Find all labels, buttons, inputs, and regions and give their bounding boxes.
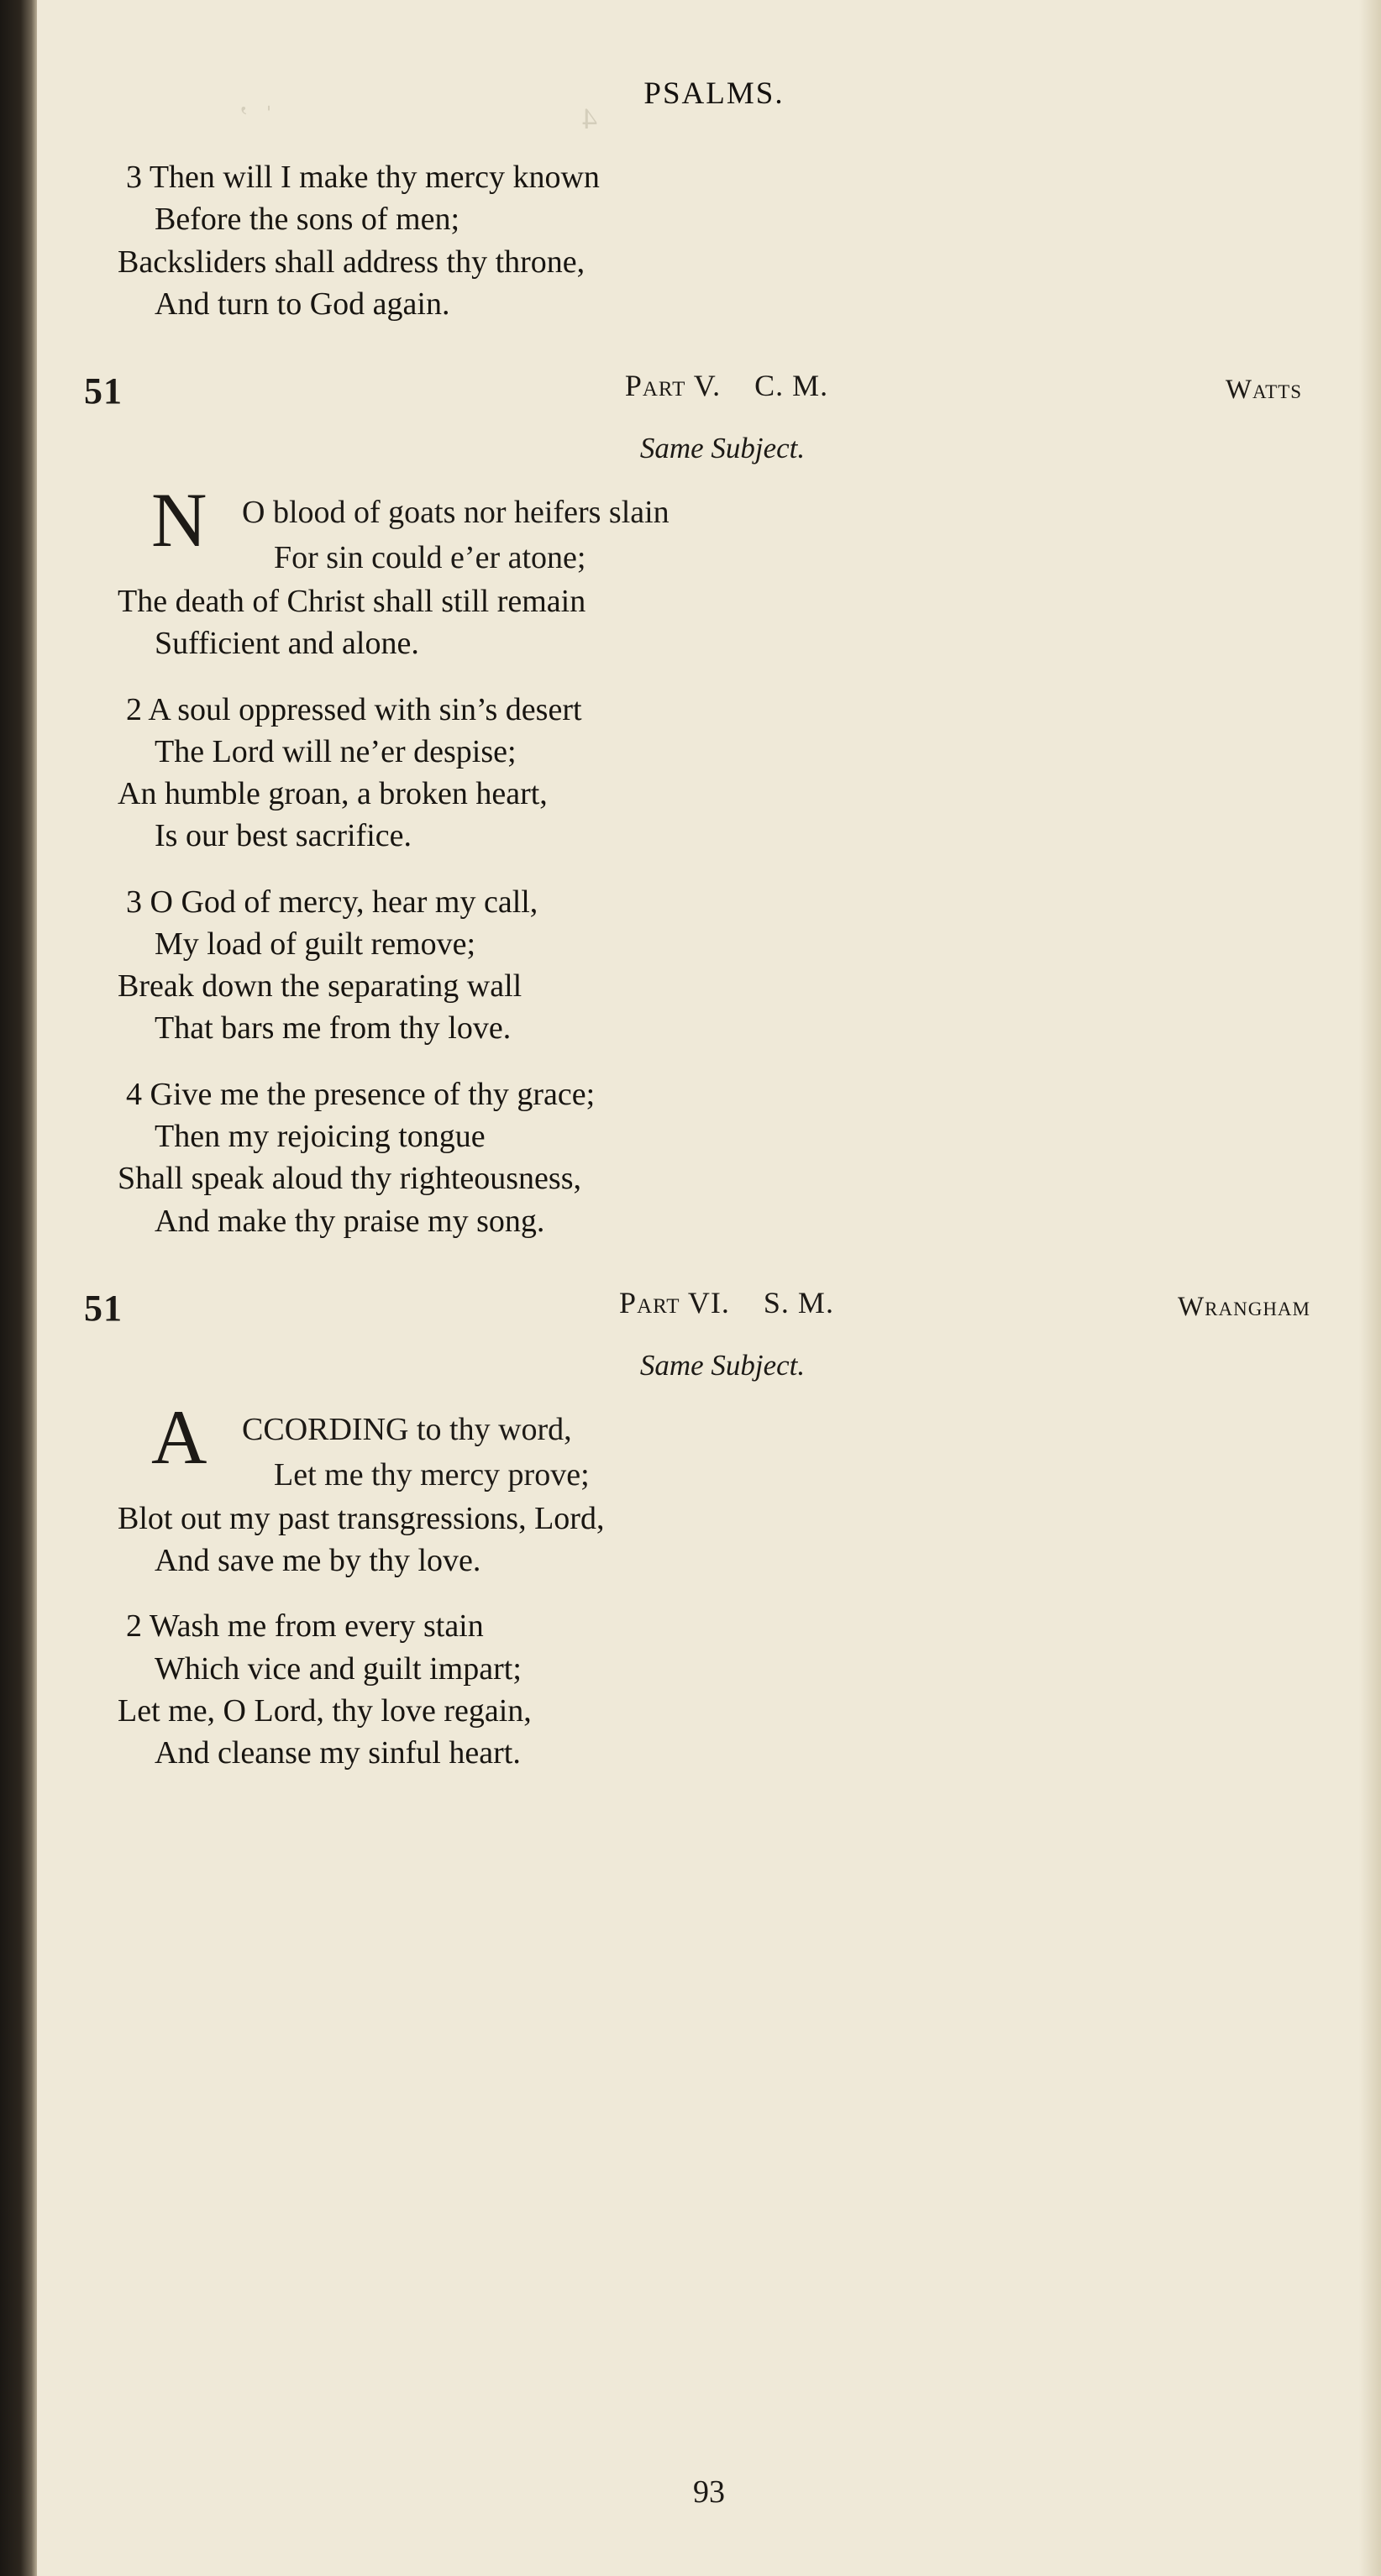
- hymn-line: 2 Wash me from every stain: [126, 1608, 484, 1645]
- page-content: [84, 76, 1310, 1802]
- book-page: [37, 0, 1381, 2576]
- hymn-stanza: [118, 693, 1310, 853]
- hymn-line: Let me thy mercy prove;: [274, 1456, 590, 1493]
- hymn-subject: Same Subject.: [639, 1348, 806, 1382]
- hymn-meter-label: S. M.: [763, 1285, 834, 1319]
- hymn-meter-label: C. M.: [754, 369, 829, 403]
- hymn-line: Shall speak aloud thy righteousness,: [118, 1161, 581, 1197]
- continued-stanza: [118, 160, 1310, 321]
- hymn-line: And make thy praise my song.: [155, 1203, 545, 1239]
- hymn-line: For sin could e’er atone;: [274, 540, 586, 576]
- hymn-header: [84, 1285, 1310, 1339]
- hymn-line: An humble groan, a broken heart,: [118, 776, 548, 812]
- hymn-meta: [118, 368, 1310, 403]
- hymn-stanza: [118, 885, 1310, 1046]
- hymn-line: Blot out my past transgressions, Lord,: [118, 1500, 605, 1536]
- hymn-line: And save me by thy love.: [155, 1543, 481, 1579]
- hymn-line: CCORDING to thy word,: [242, 1411, 572, 1447]
- hymn-meta: [118, 1285, 1310, 1320]
- hymn-line: 3 Then will I make thy mercy known: [126, 160, 600, 195]
- hymn-number: 51: [84, 370, 123, 412]
- page-number: 93: [693, 2474, 725, 2510]
- hymn-first-stanza: [118, 477, 1310, 662]
- hymn-line: Which vice and guilt impart;: [155, 1650, 522, 1687]
- hymn-part-label: Part V.: [624, 369, 722, 403]
- hymn-line: 2 A soul oppressed with sin’s desert: [126, 691, 582, 727]
- bleed-through-text: 4: [575, 102, 597, 135]
- hymn-line: Before the sons of men;: [155, 202, 460, 238]
- hymn-author: Watts: [1225, 375, 1302, 406]
- hymn-line: Is our best sacrifice.: [155, 818, 412, 854]
- running-head: [118, 76, 1310, 112]
- hymn-line: My load of guilt remove;: [155, 926, 476, 962]
- hymn-line: Backsliders shall address thy throne,: [118, 244, 585, 280]
- hymn-stanza: [118, 1609, 1310, 1770]
- hymn-stanza: [118, 1078, 1310, 1238]
- hymn-header: [84, 368, 1310, 422]
- hymn-first-stanza: [118, 1393, 1310, 1579]
- hymn-number: 51: [84, 1287, 123, 1329]
- hymn-part-label: Part VI.: [619, 1285, 730, 1319]
- hymn-line: And cleanse my sinful heart.: [155, 1735, 521, 1771]
- hymn-line: 4 Give me the presence of thy grace;: [126, 1076, 596, 1112]
- hymn-line: That bars me from thy love.: [155, 1010, 512, 1047]
- book-binding-edge: [0, 0, 37, 2576]
- hymn-line: O blood of goats nor heifers slain: [242, 495, 669, 531]
- bleed-through-text: ˈ ʼ: [239, 100, 274, 134]
- hymn-line: The Lord will ne’er despise;: [155, 733, 517, 769]
- hymn-line: Then my rejoicing tongue: [155, 1118, 486, 1154]
- hymn-author: Wrangham: [1178, 1291, 1310, 1322]
- hymn-line: Let me, O Lord, thy love regain,: [118, 1692, 532, 1729]
- hymn-subject: Same Subject.: [639, 432, 806, 465]
- drop-cap: N: [151, 477, 207, 564]
- hymn-line: Sufficient and alone.: [155, 626, 419, 662]
- hymn-line: The death of Christ shall still remain: [118, 584, 586, 620]
- hymn-line: And turn to God again.: [155, 286, 450, 322]
- running-head-label: PSALMS.: [643, 76, 785, 111]
- hymn-line: 3 O God of mercy, hear my call,: [126, 884, 538, 920]
- drop-cap: A: [151, 1393, 207, 1480]
- hymn-line: Break down the separating wall: [118, 968, 522, 1005]
